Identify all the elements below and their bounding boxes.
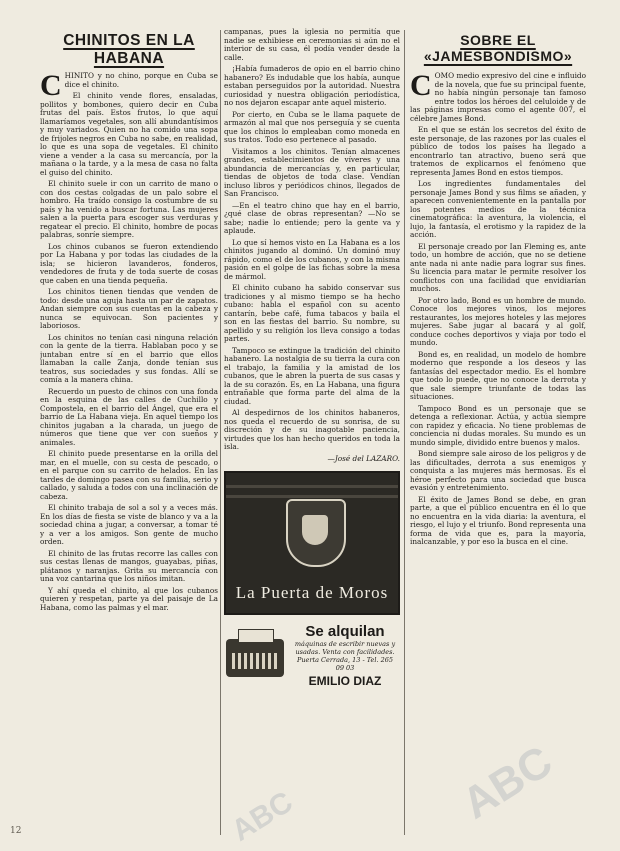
column-rule — [404, 30, 405, 835]
ad-headline: Se alquilan — [305, 623, 385, 640]
article-paragraph: El chinito cubano ha sabido conservar sus tradiciones y al mismo tiempo se ha hecho cubano: habla el español con su acento cantarín, bebe café, fuma tabacos y baila el son en las fiestas del barrio. Su nombre, su apellido y su religión los lleva consigo a todas partes. — [224, 283, 400, 343]
article-jamesbondismo — [410, 28, 586, 838]
article-chinitos — [40, 28, 218, 838]
page-number: 12 — [10, 826, 22, 836]
article-paragraph: El chinito suele ir con un carrito de mano o con dos cestas colgadas de un palo sobre el hombro. Ha traído consigo la costumbre de su país y ha venido a buscar fortuna. Las mujeres salen a la puerta para escoger sus verduras y regatear el precio. El chinito, hombre de pocas palabras, sonríe siempre. — [40, 179, 218, 239]
article-paragraph: El chinito trabaja de sol a sol y a veces más. En los días de fiesta se viste de blanco y va a la sociedad china a jugar, a conversar, a tomar té y a ver a los amigos. Son gente de mucho orden. — [40, 503, 218, 546]
article-paragraph: Los chinitos tienen tiendas que venden de todo: desde una aguja hasta un par de zapatos. Andan siempre con sus cuentas en la cabeza y nunca se equivocan. Son pacientes y laboriosos. — [40, 287, 218, 330]
typewriter-icon — [226, 639, 284, 677]
ad-brand: EMILIO DIAZ — [308, 674, 382, 688]
drop-cap: C — [410, 69, 432, 102]
article-paragraph: El chinito puede presentarse en la orilla del mar, en el muelle, con su cesta de pescado, o en el parque con su carrito de helados. En las tardes de domingo pasea con su familia, serio y callado, y saluda a todos con una inclinación de cabeza. — [40, 449, 218, 501]
advertisement-puerta-de-moros — [224, 471, 400, 615]
article-paragraph: Los ingredientes fundamentales del personaje James Bond y sus films se añaden, y aparecen convenientemente en la pantalla por los potentes medios de la técnica cinematográfica: la aventura, la violencia, el lujo, la fantasía, el erotismo y la rapidez de la acción. — [410, 179, 586, 239]
drop-cap: C — [40, 69, 62, 102]
article-paragraph: Los chinos cubanos se fueron extendiendo por La Habana y por todas las ciudades de la isla; se hicieron lavanderos, fonderos, vendedores de fruta y de toda suerte de cosas que caben en una tienda pequeña. — [40, 241, 218, 285]
ad-title: La Puerta de Moros — [235, 583, 389, 602]
article-paragraph: Por cierto, en Cuba se le llama paquete de armazón al mal que nos perseguía y se cuenta que los chinos lo empleaban como moneda en sus tratos. Todo eso pertenece al pasado. — [224, 109, 400, 144]
article-continuation — [224, 28, 400, 838]
article-title: SOBRE EL «JAMESBONDISMO» — [423, 32, 573, 64]
watermark: ABC — [225, 785, 299, 848]
article-paragraph: Y ahí queda el chinito, al que los cubanos quieren y respetan, parte ya del paisaje de La Habana, como las palmas y el mar. — [40, 585, 218, 612]
article-signature: —José del LAZARO. — [327, 453, 400, 463]
column-rule — [220, 30, 221, 835]
article-paragraph: COMO medio expresivo del cine e influido de la novela, que fue su principal fuente, no había ningún personaje tan famoso entre todos los héroes del celuloide y de las páginas impresas como el agente 007, el célebre James Bond. — [410, 69, 586, 123]
article-title: CHINITOS EN LA HABANA — [63, 32, 195, 67]
article-paragraph: Recuerdo un puesto de chinos con una fonda en la esquina de las calles de Cuchillo y Compostela, en el barrio del Ángel, que era el barrio de La Habana vieja. En aquel tiempo los chinitos jugaban a la charada, un juego de números que tiene que ver con sueños y animales. — [40, 386, 218, 447]
article-paragraph: El personaje creado por Ian Fleming es, ante todo, un hombre de acción, que no se detiene ante nada ni ante nadie para lograr sus fines. Su licencia para matar le permite resolver los conflictos con una facilidad que envidiarían muchos. — [410, 241, 586, 293]
article-paragraph: Tampoco se extingue la tradición del chinito habanero. La nostalgia de su tierra la cura con el trabajo, la familia y la amistad de los cubanos, que le abren la puerta de sus casas y la de su corazón. Es, en La Habana, una figura entrañable que forma parte del alma de la ciudad. — [224, 345, 400, 406]
article-paragraph: Bond siempre sale airoso de los peligros y de las dificultades, derrota a sus enemigos y conquista a las mujeres más hermosas. Es el héroe perfecto para una sociedad que busca evasión y entretenimiento. — [410, 449, 586, 492]
article-paragraph: Bond es, en realidad, un modelo de hombre moderno que responde a los deseos y las fantasías del espectador medio. Es el hombre que todo lo puede, que no conoce la derrota y que sale siempre triunfante de todas las situaciones. — [410, 349, 586, 401]
article-paragraph: Por otro lado, Bond es un hombre de mundo. Conoce los mejores vinos, los mejores restaurantes, los mejores hoteles y las mejores mujeres. Sabe jugar al bacará y al golf, conduce coches deportivos y viaja por todo el mundo. — [410, 295, 586, 347]
article-paragraph: ¡Había fumaderos de opio en el barrio chino habanero? Es indudable que los había, aunque estaban perseguidos por la autoridad. Nuestra curiosidad y nuestra obligación periodística, no nos dejaron escapar ante aquel misterio. — [224, 64, 400, 107]
article-paragraph: Lo que sí hemos visto en La Habana es a los chinitos jugando al dominó. Un dominó muy rápido, como el de los cubanos, y con la misma pasión en el golpe de las fichas sobre la mesa de mármol. — [224, 237, 400, 281]
article-paragraph: El éxito de James Bond se debe, en gran parte, a que el público encuentra en él lo que no encuentra en la vida diaria: la aventura, el riesgo, el lujo y el triunfo. Bond representa una forma de vida que es, para la mayoría, inalcanzable, y por eso la busca en el cine. — [410, 494, 586, 546]
advertisement-typewriters — [224, 621, 400, 693]
article-paragraph: El chinito vende flores, ensaladas, pollitos y bombones, quiero decir en Cuba frutas del país. Estos frutos, lo que aquí llamaríamos vegetales, son allí abundantísimos y muy variados. Quien no ha comido una sopa de frijoles negros en Cuba no sabe, en realidad, lo que es una sopa de vegetales. El chinito viene a vender a la casa su mercancía, por la mañana o la tarde, y a la mesa de casa no falta el guiso del chinito. — [40, 91, 218, 177]
ad-address: Puerta Cerrada, 13 - Tel. 265 09 03 — [296, 656, 394, 672]
article-paragraph: CHINITO y no chino, porque en Cuba se dice el chinito. — [40, 69, 218, 102]
article-paragraph: El chinito de las frutas recorre las calles con sus cestas llenas de mangos, guayabas, piñas, plátanos y naranjas. Grita su mercancía con una voz cantarina que los niños imitan. — [40, 548, 218, 583]
article-paragraph: Al despedirnos de los chinitos habaneros, nos queda el recuerdo de su sonrisa, de su discreción y de su inagotable paciencia, virtudes que los han hecho queridos en toda la isla. — [224, 408, 400, 451]
article-paragraph: Visitamos a los chinitos. Tenían almacenes grandes, establecimientos de víveres y una abundancia de mercancías y, en particular, tiendas de objetos de toda clase. Vendían incluso libros y periódicos chinos, llegados de San Francisco. — [224, 146, 400, 198]
article-paragraph: Los chinitos no tenían casi ninguna relación con la gente de la tierra. Hablaban poco y se juntaban entre sí en el barrio que ellos llamaban la calle Zanja, donde tenían sus teatros, sus sociedades y sus fondas. Allí se comía a la manera china. — [40, 332, 218, 384]
article-paragraph: campanas, pues la iglesia no permitía que nadie se exhibiese en ceremonias si aún no el interior de su casa, él podía vender desde la calle. — [224, 28, 400, 62]
article-paragraph: Tampoco Bond es un personaje que se detenga a reflexionar. Actúa, y actúa siempre con rapidez y eficacia. No tiene problemas de conciencia ni dudas morales. Su mundo es un mundo simple, dividido entre buenos y malos. — [410, 403, 586, 447]
article-paragraph: En el que se están los secretos del éxito de este personaje, de las razones por las cuales el público de todos los países ha llegado a encontrarlo tan atractivo, bueno será que tratemos de explicarnos el fenómeno que representa James Bond en estos tiempos. — [410, 125, 586, 177]
ad-subtitle: máquinas de escribir nuevas y usadas. Venta con facilidades. — [294, 640, 396, 656]
watermark: ABC — [453, 736, 561, 829]
coat-of-arms-icon — [286, 499, 346, 567]
article-paragraph: —En el teatro chino que hay en el barrio, ¿qué clase de obras representan? —No se sabe; nadie lo entiende; pero la gente va y aplaude. — [224, 200, 400, 235]
